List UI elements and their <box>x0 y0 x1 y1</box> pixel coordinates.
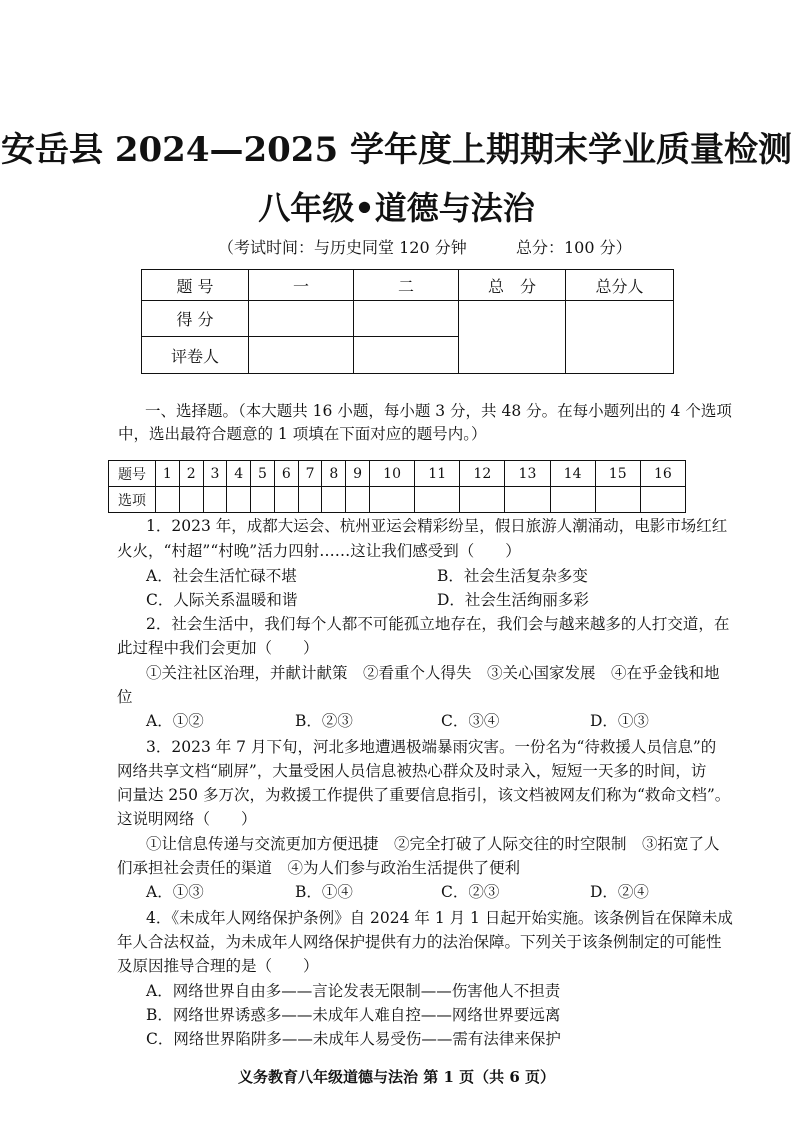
answer-cell[interactable] <box>298 487 322 513</box>
q2-option-d: D．①③ <box>590 712 649 730</box>
q2-stem-line2: 此过程中我们会更加（ ） <box>117 639 319 657</box>
answer-number: 2 <box>179 461 203 487</box>
answer-cell[interactable] <box>274 487 298 513</box>
q1-option-c: C．人际关系温暖和谐 <box>146 591 298 609</box>
answer-number: 8 <box>322 461 346 487</box>
answer-number: 12 <box>460 461 505 487</box>
total-score-cell[interactable] <box>459 301 566 374</box>
q2-option-c: C．③④ <box>441 712 500 730</box>
answer-cell[interactable] <box>179 487 203 513</box>
answer-cell[interactable] <box>595 487 640 513</box>
answer-cell[interactable] <box>640 487 685 513</box>
q4-option-b: B．网络世界诱惑多——未成年人难自控——网络世界要远离 <box>146 1006 561 1024</box>
q1-option-b: B．社会生活复杂多变 <box>437 567 588 585</box>
answer-table-option-label: 选项 <box>109 487 156 513</box>
exam-time: （考试时间：与历史同堂 120 分钟 <box>218 238 467 257</box>
q3-option-b: B．①④ <box>295 883 353 901</box>
answer-number: 13 <box>505 461 550 487</box>
answer-number: 14 <box>550 461 595 487</box>
q4-option-c: C．网络世界陷阱多——未成年人易受伤——需有法律来保护 <box>146 1030 561 1048</box>
q3-stem-line1: 3．2023 年 7 月下旬，河北多地遭遇极端暴雨灾害。一份名为“待救援人员信息”的 <box>146 738 717 756</box>
score-cell[interactable] <box>249 301 354 337</box>
q4-option-a: A．网络世界自由多——言论发表无限制——伤害他人不担责 <box>146 982 561 1000</box>
q3-stem-line2: 网络共享文档“刷屏”，大量受困人员信息被热心群众及时录入，短短一天多的时间，访 <box>117 762 707 780</box>
section1-instructions-line2: 中，选出最符合题意的 1 项填在下面对应的题号内。） <box>118 425 487 443</box>
answer-table <box>108 460 686 513</box>
q3-statements-line2: 们承担社会责任的渠道 ④为人们参与政治生活提供了便利 <box>117 859 521 877</box>
q2-stem-line1: 2．社会生活中，我们每个人都不可能孤立地存在，我们会与越来越多的人打交道，在 <box>146 615 730 633</box>
q4-stem-line1: 4．《未成年人网络保护条例》自 2024 年 1 月 1 日起开始实施。该条例旨在保障未成 <box>146 909 733 927</box>
answer-number: 16 <box>640 461 685 487</box>
q2-statements-line2: 位 <box>117 688 133 706</box>
answer-number: 7 <box>298 461 322 487</box>
answer-cell[interactable] <box>203 487 227 513</box>
grader-row-label: 评卷人 <box>142 337 249 374</box>
q3-option-c: C．②③ <box>441 883 500 901</box>
score-cell[interactable] <box>354 301 459 337</box>
grader-cell[interactable] <box>249 337 354 374</box>
q2-option-b: B．②③ <box>295 712 353 730</box>
exam-subtitle: 八年级•道德与法治 <box>258 189 535 227</box>
score-row-label: 得 分 <box>142 301 249 337</box>
answer-number: 11 <box>415 461 460 487</box>
q2-option-a: A．①② <box>146 712 204 730</box>
exam-total-score: 总分：100 分） <box>516 238 632 257</box>
answer-cell[interactable] <box>370 487 415 513</box>
score-table <box>141 269 674 374</box>
score-header-part1: 一 <box>249 270 354 301</box>
q3-option-a: A．①③ <box>146 883 204 901</box>
q3-statements-line1: ①让信息传递与交流更加方便迅捷 ②完全打破了人际交往的时空限制 ③拓宽了人 <box>146 835 720 853</box>
answer-number: 4 <box>227 461 251 487</box>
answer-cell[interactable] <box>156 487 180 513</box>
q1-stem-line2: 火火，“村超”“村晚”活力四射……这让我们感受到（ ） <box>117 542 521 560</box>
answer-table-number-label: 题号 <box>109 461 156 487</box>
answer-cell[interactable] <box>460 487 505 513</box>
q4-stem-line3: 及原因推导合理的是（ ） <box>117 957 319 975</box>
answer-cell[interactable] <box>346 487 370 513</box>
page-footer: 义务教育八年级道德与法治 第 1 页（共 6 页） <box>238 1068 555 1086</box>
answer-number: 15 <box>595 461 640 487</box>
q3-stem-line4: 这说明网络（ ） <box>117 810 257 828</box>
q2-statements-line1: ①关注社区治理，并献计献策 ②看重个人得失 ③关心国家发展 ④在乎金钱和地 <box>146 664 720 682</box>
exam-title: 安岳县 2024—2025 学年度上期期末学业质量检测 <box>1 130 792 170</box>
total-scorer-cell[interactable] <box>566 301 674 374</box>
answer-number: 3 <box>203 461 227 487</box>
q1-option-a: A．社会生活忙碌不堪 <box>146 567 297 585</box>
q3-option-d: D．②④ <box>590 883 649 901</box>
answer-number: 10 <box>370 461 415 487</box>
answer-cell[interactable] <box>251 487 275 513</box>
answer-number: 1 <box>156 461 180 487</box>
grader-cell[interactable] <box>354 337 459 374</box>
score-header-part2: 二 <box>354 270 459 301</box>
answer-number: 9 <box>346 461 370 487</box>
q1-option-d: D．社会生活绚丽多彩 <box>437 591 589 609</box>
answer-cell[interactable] <box>227 487 251 513</box>
answer-cell[interactable] <box>550 487 595 513</box>
score-header-scorer: 总分人 <box>566 270 674 301</box>
q4-stem-line2: 年人合法权益，为未成年人网络保护提供有力的法治保障。下列关于该条例制定的可能性 <box>117 933 722 951</box>
score-header-total: 总 分 <box>459 270 566 301</box>
section1-instructions-line1: 一、选择题。（本大题共 16 小题，每小题 3 分，共 48 分。在每小题列出的 4 个选项 <box>145 402 732 420</box>
answer-cell[interactable] <box>322 487 346 513</box>
answer-cell[interactable] <box>505 487 550 513</box>
q3-stem-line3: 问量达 250 多万次，为救援工作提供了重要信息指引，该文档被网友们称为“救命文档”。 <box>117 786 731 804</box>
answer-number: 6 <box>274 461 298 487</box>
answer-number: 5 <box>251 461 275 487</box>
q1-stem-line1: 1．2023 年，成都大运会、杭州亚运会精彩纷呈，假日旅游人潮涌动，电影市场红红 <box>146 517 728 535</box>
score-header-number: 题 号 <box>142 270 249 301</box>
answer-cell[interactable] <box>415 487 460 513</box>
